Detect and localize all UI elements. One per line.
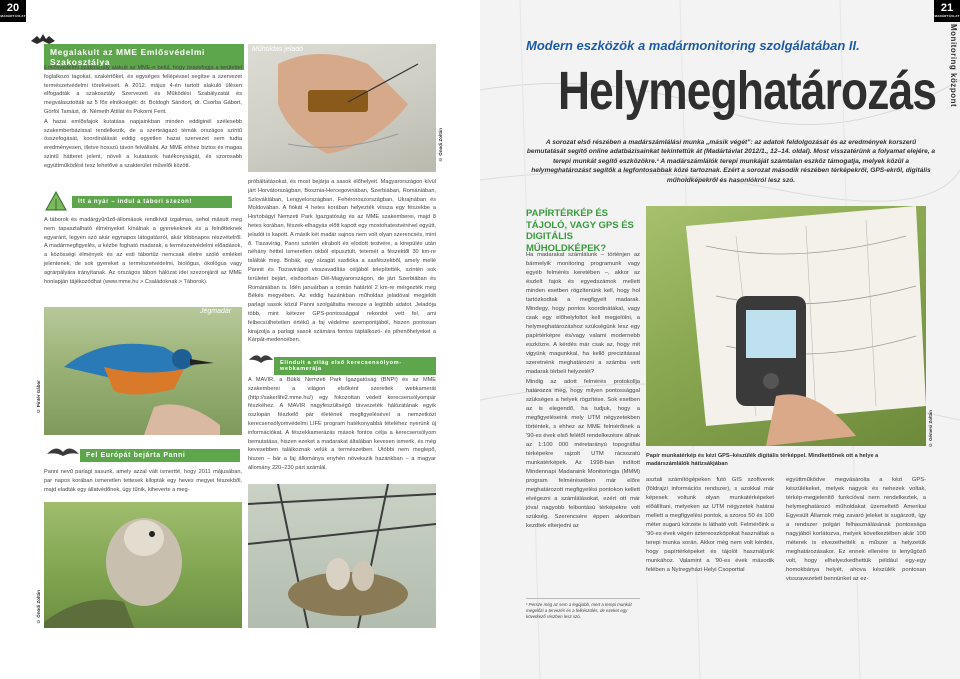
main-title: Helymeghatározás [558,61,937,121]
footnote: ¹ Persze még az sem a legújabb, mert a terepi munkát megelőzi a tervezés és a felkészülés, de ezeket egy következő részben lesz szó. [526,598,640,621]
article-col-c: együttműködve megvásárolta a kézi GPS-készülékeket, melyek nagyok és nehezek voltak, térkép-megjelenítő funkcióval nem rendelkeztek, a helymeghatározó műholdakat üzemeltető Amerikai Egyesült Államok még zavaró jeleket is sugárzott, így a rendszer polgári felhasználásának pontossága nagyjából korlátozva, melyek következtében akár 100 méterek is elvezethették a műszer a helyzetük meghatározásakor. Ez ennek ellenére is lenyűgöző volt, hogy elhelyezkedhettük például egy-egy homokbánya helyét, ahova készülék pontosan visszavezetett bennünket az ez- [786,477,926,582]
section-heading-2: Itt a nyár – indul a tábori szezon! [72,196,232,208]
falcon-icon [248,350,274,370]
article-col-b: asztali számítógépeken futó GIS szoftverek (földrajzi információs rendszer), s azokkal már képesek voltunk olyan munkatérképeket előállítani, melyeken az UTM négyzetek határai mellett a megfigyelési pontok, a szoros 50 és 100 méter sugarú körzete is látható volt. Felmérőink a '90-es évek végén sztereoszkópokat használtak a terepi munka során. Akkor még nem volt kérdés, hogy papírtérképeket és tájolót használjunk munkához. Valamint a '90-es évek második felében a Nyíregyházi Helyi Csoporttal [646,477,774,573]
column-2-text: próbáltatásokat, és most bejárja a sasok élőhelyeit. Magyarországon kívül járt Horvátországban, Bosznia-Hercegovinában, Szerbiában, Romániában, Szlovákiában, Lengyelországban, Fehéroroszországban, Ukrajnában és Moldovában. A fiókát 4 hetes korában helyezték vissza egy fészekbe a Hortobágyi Nemzeti Park Igazgatóság és az MME szakemberei, majd 8 hetes korában, fészek-elhagyás előtt kapott egy mostohatestvérével együtt, jeladót is kapott. A másik két madár sajnos nem volt olyan szerencsés, mint ő. Tiszavirág, Panni szintén elrabolt és elodott testvére, a kirepülés után néhány héttel ismeretlen okból elpusztult, tetemét a fészektől 30 km-re találták meg. Bobák, egy sízagát sasfióka a sasfészekből, amely mellé Pannit és Tiszavirágot visszavadítás céljából telepítették, szintén sok területet bejárt, elsősorban Dél-Magyarországon, de járt Szerbiában és Romániában is. Idén januárban a román határtól 2 km-re mérgezték meg Békés megyében. Az eddig hazánkban műholdas jeladóval megjelölt parlagi sasok közül Panni szolgáltatta messze a legtöbb adatot. Jeladója több, mint kétezer GPS-pontossággal rekordot vett fel, ami felbecsülhetetlen értékű a faj védelme szempontjából, hiszen pontosan kirajzolja a parlagi sasok számára fontos táplálkozó- és pihenőhelyeket a Kárpát-medencében. [248,179,436,344]
section-heading-4: Elindult a világ első kerecsensólyom-webkamerája [274,357,436,375]
page-number-right: 21 MADÁRTÁVLAT [934,0,960,22]
column-1-text-3: Panni nevű parlagi sasunk, amely azzal vált ismertté, hogy 2011 májusában, par napos korában ismeretlen tettesek kilopták egy heves megyei fészekből, majd eladták egy állatvédőnek, úgy tűnik, kiheverte a meg- [44,469,242,493]
article-col-a: Ha madarakat számlálunk – történjen az bármelyik monitoring programunk vagy egyéb felmérés keretében –, akkor az észlelt fajok és egyedszámok mellett minden esetben rögzítenünk kell, hogy hol tartózkodtak a megfigyelt madarak. Mindegy, hogy pontos koordinátákat, vagy csak egy előhelyfoltot kell megjelölni, a helymeghatározáshoz szükségünk lesz egy papírtérképre és/vagy valami modernebb eszközre. A kérdés már csak az, hogy mit vigyünk magunkkal, ha kellő precizitással szeretnénk meghatározni a számba vett madarak térbeli helyzetét? Mindig az adott felmérés protokollja határozza meg, hogy milyen pontossággal szükséges a helyek rögzítése. Sok esetben az is elegendő, ha tudjuk, hogy a megfigyeléseink mely UTM négyzetekben történtek, s ehhez az MME felmérőinek a '90-es évek első felétől rendelkezésre állnak az 1:100 000 méretarányú topográfiai térképekre rajzolt UTM rácsozatú munkatérképek. Az 1998-ban indított Mindennapi Madaraink Monitoringja (MMM) program felméréseiben már előre meghatározott megfigyelési pontokon kellett elvégezni a számlálásokat, ezért ott már jóval nagyobb felbontású térképekre volt szükség. Szerencsére éppen akkoriban kezdtek elterjedni az [526,252,640,529]
map-gps-photo [646,206,926,446]
photo-credit-gps: © Gémesi Zoltán [928,410,933,448]
page-number-left: 20 MADÁRTÁVLAT [0,0,26,22]
transmitter-photo [248,44,436,172]
photo-credit-kingfisher: © Pintér Gábor [36,380,41,414]
photo-credit-eagle: © Ónodi Zoltán [36,590,41,624]
section-heading-1: Megalakult az MME Emlősvédelmi Szakosztálya [44,44,244,70]
eagle-chick-photo [44,502,242,628]
tent-icon [44,190,68,212]
photo-caption: Papír munkatérkép és kézi GPS–készülék digitális térképpel. Mindkettőnek ott a helye a madárszámlálók hátizsákjában [646,453,879,467]
column-1-text-2: A táborok és madárgyűrűző-állomások rendkívül izgalmas, sehol másutt meg nem tapasztalható élményeket kínálnak a gyerekeknek és a felnőtteknek egyaránt, legyen szó akár egynapos látogatásról, akár többnapos részvételről. A madármegfigyelés, a kézbe fogható madarak, a természetvédelmi előadások, a közösségi élmények és az esti tábortűz nemcsak életre szóló emléket jelentenek, de sok gyereket a természetvédelmi, biológus, ökológus vagy agrárpályára irányítanak. Az országos tábori hálózat idei szezonjáról az MME honlapján tájékozódhat (www.mme.hu > Családoknak > Táborok). [44,217,242,285]
series-title: Modern eszközök a madármonitoring szolgálatában II. [526,38,860,53]
section-heading-3: Fel Európát bejárta Panni [80,449,240,462]
photo-tag-transmitter: Műholdas jeladó [252,46,303,53]
photo-tag-kingfisher: Jégmadár [200,308,232,315]
eagle-icon [46,442,80,464]
side-section-label: Monitoring központ [949,24,958,108]
column-2-text-2: A MAVIR, a Bükki Nemzeti Park Igazgatóság (BNPI) és az MME szakemberei a világon elsőként szereltek webkamerát (http://sakerlife2.mme.hu/) egy fokozottan védett kerecsensólyompár fészkéhez. A MAVIR nagyfeszültségű távvezeték hálózatának egyik oszlopán fészkelő pár életének megfigyelésével a nemzetközi kerecsensólyomvédelmi LIFE program hatékonyabbá tételéhez nyerünk új információkat. A fészekkamerázás mások fontos célja a kerecsensólyom bemutatása, hiszen ezeket a madarakat általában kevesen ismerik, és még kevesebben találkoznak velük a természetben. Utóbbi nem meglepő, hiszen – bár a faj állománya enyhén növekszik hazánkban – a magyar állomány 220–230 párt számlál. [248,377,436,471]
kingfisher-photo [44,307,242,435]
pylon-nest-photo [248,484,436,628]
photo-credit-transmitter: © Ónodi Zoltán [438,128,443,162]
article-subheading: PAPÍRTÉRKÉP ÉS TÁJOLÓ, VAGY GPS ÉS DIGITÁLIS MŰHOLDKÉPEK? [526,208,634,254]
column-1-text: Emlősvédelmi szakosztály alakult az MME-n belül, hogy összefogja a területtel foglalkozó tagokat, szakértőket, és egységes fellépéssel segítse a szervezet természetvédelmi törekvéseit. A 2012. május 4-én tartott alakuló ülésen elfogadták a szakosztály Szervezeti és Működési Szabályzatát és megválasztották az 5 fős elnökségét: dr. Boldogh Sándort, dr. Csorba Gábort, Görföl Tamást, dr. Németh Attilát és Pokorni Ferit. A hazai emlősfajok kutatása napjainkban minden eddiginél szélesebb szakemberbázissal rendelkezik, de a szerteágazó témák országos szintű összefogását, koordinálását eddig egyetlen hazai szervezet sem tudta eredményesen, illetve hosszú távon felvállalni. Az MME ehhez biztos és magas szintű hátteret jelent, növeli a kutatások hatékonyságát, és szorosabb együttműködést tesz lehetővé a szakterület művelői között. [44,65,242,169]
lead-paragraph: A sorozat első részében a madárszámlálási munka „másik végét”: az adatok feldolgozását és az eredmények korszerű bemutatását segítő online adatbázisainkat tekintettük át (Madártávlat 2012/1., 12–14. oldal). Most visszatérünk a folyamat elejére, a terepi munkát segítő eszközökre.¹ A madárszámlálók terepi munkáját számtalan eszköz támogatja, melyek közül a helymeghatározást segítők a legfontosabbak közé tartoznak. Ezért a sorozat második részében térképekről, GPS-ekről, digitális műholdképekről és hasonlókról lesz szó. [526,139,936,184]
bat-icon [30,32,56,50]
right-page [480,0,960,679]
